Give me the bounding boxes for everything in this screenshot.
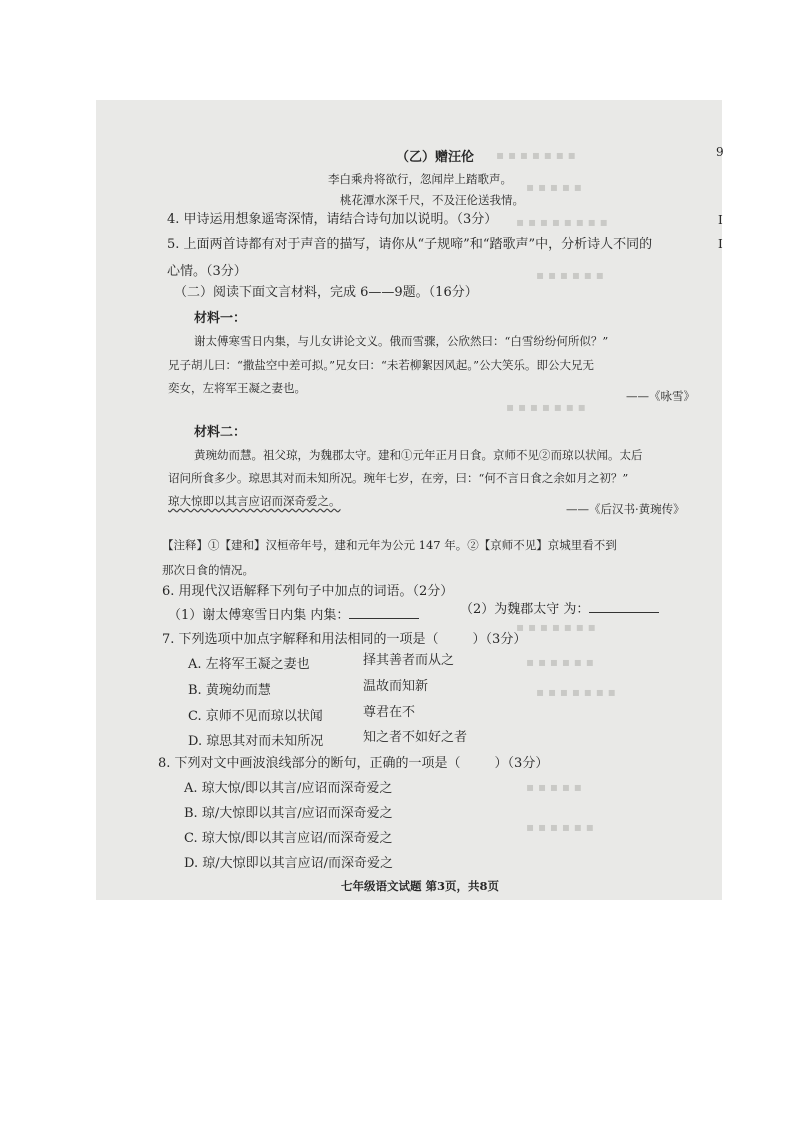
question-8-stem: 8. 下列对文中画波浪线部分的断句，正确的一项是（ ）（3分）: [158, 756, 549, 771]
material-1-source: ——《咏雪》: [626, 389, 695, 403]
question-5-line-2: 心情。（3分）: [167, 264, 247, 279]
question-6-item-1: （1）谢太傅寒雪日内集 内集：: [168, 608, 419, 624]
page-footer: 七年级语文试题 第3页，共8页: [341, 879, 500, 893]
q7-option-d-right: 知之者不如好之者: [363, 730, 468, 745]
q8-option-c: C. 琼大惊/即以其言应诏/而深奇爱之: [184, 831, 393, 846]
section-2-heading: （二）阅读下面文言材料，完成 6——9题。（16分）: [174, 285, 478, 300]
note-line-2: 那次日食的情况。: [162, 563, 254, 577]
material-2-label: 材料二：: [194, 425, 247, 440]
question-4: 4. 甲诗运用想象遥寄深情，请结合诗句加以说明。（3分）: [167, 212, 498, 227]
material-2-source: ——《后汉书·黄琬传》: [566, 502, 685, 516]
page-edge-char-a: 9: [716, 145, 724, 159]
poem-line-2: 桃花潭水深千尺，不及汪伦送我情。: [340, 193, 524, 207]
material-1-line-1: 谢太傅寒雪日内集，与儿女讲论文义。俄而雪骤，公欣然曰：“白雪纷纷何所似？”: [194, 334, 609, 348]
q8-option-a: A. 琼大惊/即以其言/应诏而深奇爱之: [184, 781, 393, 796]
page-edge-char-c: I: [718, 237, 723, 251]
material-2-line-1: 黄琬幼而慧。祖父琼，为魏郡太守。建和①元年正月日食。京师不见②而琼以状闻。太后: [194, 448, 643, 462]
poem-line-1: 李白乘舟将欲行，忽闻岸上踏歌声。: [328, 172, 512, 186]
q7-option-c-right: 尊君在不: [363, 705, 416, 720]
q8-option-b: B. 琼/大惊即以其言/应诏而深奇爱之: [184, 806, 393, 821]
question-6-stem: 6. 用现代汉语解释下列句子中加点的词语。（2分）: [162, 584, 454, 599]
material-1-line-2: 兄子胡儿曰：“撒盐空中差可拟。”兄女曰：“未若柳絮因风起。”公大笑乐。即公大兄无: [168, 358, 595, 372]
answer-blank-1[interactable]: [349, 608, 419, 619]
material-1-line-3: 奕女，左将军王凝之妻也。: [168, 381, 306, 395]
poem-title: （乙）赠汪伦: [396, 150, 475, 165]
scanned-page: ▪ ▪ ▪ ▪ ▪ ▪ ▪ ▪ ▪ ▪ ▪ ▪ ▪ ▪ ▪ ▪ ▪ ▪ ▪ ▪ ▪ ▪ ▪ ▪ ▪ ▪ ▪ ▪ ▪ ▪ ▪ ▪ ▪ ▪ ▪ ▪ ▪ ▪ ▪ ▪ ▪ ▪ ▪ ▪ ▪ ▪ ▪ ▪ ▪ ▪ ▪ ▪ ▪ ▪ ▪ ▪ ▪ ▪ ▪ ▪ ▪ ▪ ▪ ▪ （乙）赠汪伦 李白乘舟将欲行，忽闻岸上踏歌声。 桃花潭水深千尺，不及汪伦送我情。 4. 甲诗运用想象遥寄深情，请结合诗句加以说明。（3分） 5. 上面两首诗都有对于声音的描写，请你从“子规啼”和“踏歌声”中，分析诗人不同的 心情。（3分） （二）阅读下面文言材料，完成 6——9题。（16分） 材料一： 谢太傅寒雪日内集，与儿女讲论文义。俄而雪骤，公欣然曰：“白雪纷纷何所似？” 兄子胡儿曰：“撒盐空中差可拟。”兄女曰：“未若柳絮因风起。”公大笑乐。即公大兄无 奕女，左将军王凝之妻也。 ——《咏雪》 材料二： 黄琬幼而慧。祖父琼，为魏郡太守。建和①元年正月日食。京师不见②而琼以状闻。太后 诏问所食多少。琼思其对而未知所况。琬年七岁，在旁，曰：“何不言日食之余如月之初？” 琼大惊即以其言应诏而深奇爱之。 ——《后汉书·黄琬传》 【注释】①【建和】汉桓帝年号，建和元年为公元 147 年。②【京师不见】京城里看不到 那次日食的情况。 6. 用现代汉语解释下列句子中加点的词语。（2分） （1）谢太傅寒雪日内集 内集： （2）为魏郡太守 为： 7. 下列选项中加点字解释和用法相同的一项是（ ）（3分） A. 左将军王凝之妻也 择其善者而从之 B. 黄琬幼而慧 温故而知新 C. 京师不见而琼以状闻 尊君在不 D. 琼思其对而未知所况 知之者不如好之者 8. 下列对文中画波浪线部分的断句，正确的一项是（ ）（3分） A. 琼大惊/即以其言/应诏而深奇爱之 B. 琼/大惊即以其言/应诏而深奇爱之 C. 琼大惊/即以其言应诏/而深奇爱之 D. 琼/大惊即以其言应诏/而深奇爱之 七年级语文试题 第3页，共8页: [96, 100, 722, 900]
answer-blank-2[interactable]: [589, 602, 659, 613]
material-2-line-2: 诏问所食多少。琼思其对而未知所况。琬年七岁，在旁，曰：“何不言日食之余如月之初？”: [168, 471, 629, 485]
q7-option-d-left: D. 琼思其对而未知所况: [188, 734, 324, 749]
q7-option-b-left: B. 黄琬幼而慧: [188, 683, 271, 698]
page-edge-char-b: I: [718, 213, 723, 227]
q7-option-c-left: C. 京师不见而琼以状闻: [188, 709, 323, 724]
note-line-1: 【注释】①【建和】汉桓帝年号，建和元年为公元 147 年。②【京师不见】京城里看不到: [162, 538, 617, 552]
question-7-stem: 7. 下列选项中加点字解释和用法相同的一项是（ ）（3分）: [162, 632, 527, 647]
material-2-line-3-wavy: 琼大惊即以其言应诏而深奇爱之。: [168, 494, 341, 508]
q7-option-b-right: 温故而知新: [363, 679, 429, 694]
question-5-line-1: 5. 上面两首诗都有对于声音的描写，请你从“子规啼”和“踏歌声”中，分析诗人不同的: [167, 237, 653, 252]
q8-option-d: D. 琼/大惊即以其言应诏/而深奇爱之: [184, 856, 393, 871]
material-1-label: 材料一：: [194, 311, 247, 326]
q7-option-a-right: 择其善者而从之: [363, 653, 455, 668]
question-6-item-2: （2）为魏郡太守 为：: [460, 602, 659, 618]
q7-option-a-left: A. 左将军王凝之妻也: [188, 657, 310, 672]
